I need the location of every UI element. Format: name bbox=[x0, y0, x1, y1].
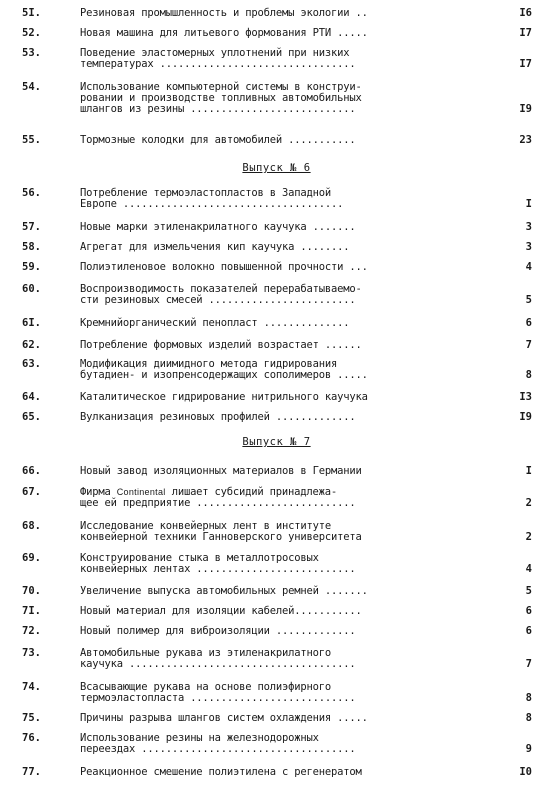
contents-entry bbox=[22, 262, 532, 273]
contents-entry bbox=[22, 188, 532, 210]
issue-heading: Выпуск № 6 bbox=[242, 162, 311, 174]
contents-entry bbox=[22, 412, 532, 423]
entry-number: 73. bbox=[22, 647, 41, 659]
entry-number: 55. bbox=[22, 134, 41, 146]
contents-entry bbox=[22, 242, 532, 253]
entry-title: Каталитическое гидрирование нитрильного каучука bbox=[80, 391, 368, 403]
contents-entry bbox=[22, 8, 532, 19]
entry-number: 67. bbox=[22, 486, 41, 498]
entry-page: 4 bbox=[525, 563, 532, 575]
contents-entry bbox=[22, 466, 532, 477]
entry-number: 60. bbox=[22, 283, 41, 295]
entry-number: 69. bbox=[22, 552, 41, 564]
entry-page: 7 bbox=[525, 658, 532, 670]
entry-number: 65. bbox=[22, 411, 41, 423]
entry-page: 2 bbox=[525, 497, 532, 509]
entry-title: Новая машина для литьевого формования РТИ ..... bbox=[80, 27, 368, 39]
entry-number: 77. bbox=[22, 766, 41, 778]
entry-title: Фирма Continental лишает субсидий принадлежа- щее ей предприятие .......................... bbox=[80, 486, 356, 509]
entry-number: 58. bbox=[22, 241, 41, 253]
entry-number: 62. bbox=[22, 339, 41, 351]
entry-title: Резиновая промышленность и проблемы экологии .. bbox=[80, 7, 368, 19]
entry-number: 57. bbox=[22, 221, 41, 233]
contents-entry bbox=[22, 28, 532, 39]
entry-number: 53. bbox=[22, 47, 41, 59]
contents-entry bbox=[22, 521, 532, 543]
entry-number: 74. bbox=[22, 681, 41, 693]
entry-page: 6 bbox=[525, 625, 532, 637]
contents-entry bbox=[22, 284, 532, 306]
contents-entry bbox=[22, 553, 532, 575]
entry-page: 6 bbox=[525, 605, 532, 617]
entry-title: Новый материал для изоляции кабелей........... bbox=[80, 605, 362, 617]
contents-entry bbox=[22, 626, 532, 637]
contents-entry bbox=[22, 487, 532, 509]
contents-entry bbox=[22, 682, 532, 704]
entry-page: 8 bbox=[525, 712, 532, 724]
entry-number: 68. bbox=[22, 520, 41, 532]
entry-page: I3 bbox=[519, 391, 532, 403]
entry-page: 8 bbox=[525, 692, 532, 704]
entry-page: I bbox=[525, 198, 532, 210]
entry-number: 52. bbox=[22, 27, 41, 39]
issue-heading: Выпуск № 7 bbox=[242, 436, 311, 448]
entry-title: Новые марки этиленакрилатного каучука ....... bbox=[80, 221, 356, 233]
entry-title: Новый завод изоляционных материалов в Германии bbox=[80, 465, 362, 477]
entry-number: 63. bbox=[22, 358, 41, 370]
entry-page: I bbox=[525, 465, 532, 477]
entry-title: Модификация диимидного метода гидрирования бутадиен- и изопренсодержащих сополимеров ..... bbox=[80, 358, 368, 381]
entry-page: 5 bbox=[525, 294, 532, 306]
entry-page: 3 bbox=[525, 241, 532, 253]
entry-number: 5I. bbox=[22, 7, 41, 19]
entry-number: 76. bbox=[22, 732, 41, 744]
entry-title: Агрегат для измельчения кип каучука ........ bbox=[80, 241, 350, 253]
contents-entry bbox=[22, 135, 532, 146]
entry-title: Воспроизводимость показателей перерабатываемо- сти резиновых смесей ........................ bbox=[80, 283, 362, 306]
contents-entry bbox=[22, 340, 532, 351]
entry-number: 54. bbox=[22, 81, 41, 93]
entry-number: 72. bbox=[22, 625, 41, 637]
entry-number: 70. bbox=[22, 585, 41, 597]
entry-page: I9 bbox=[519, 103, 532, 115]
entry-title: Использование резины на железнодорожных переездах ................................... bbox=[80, 732, 356, 755]
entry-page: I6 bbox=[519, 7, 532, 19]
entry-title: Потребление термоэластопластов в Западной Европе .................................... bbox=[80, 187, 344, 210]
brand-name: Continental bbox=[116, 487, 166, 497]
entry-title: Вулканизация резиновых профилей ............. bbox=[80, 411, 356, 423]
entry-number: 75. bbox=[22, 712, 41, 724]
entry-page: 4 bbox=[525, 261, 532, 273]
entry-title: Автомобильные рукава из этиленакрилатного каучука ..................................... bbox=[80, 647, 356, 670]
entry-page: 9 bbox=[525, 743, 532, 755]
entry-page: 2 bbox=[525, 531, 532, 543]
entry-title: Кремнийорганический пенопласт .............. bbox=[80, 317, 350, 329]
entry-number: 7I. bbox=[22, 605, 41, 617]
entry-number: 66. bbox=[22, 465, 41, 477]
entry-title: Конструирование стыка в металлотросовых конвейерных лентах .......................... bbox=[80, 552, 356, 575]
entry-page: 5 bbox=[525, 585, 532, 597]
contents-entry bbox=[22, 767, 532, 778]
entry-title: Полиэтиленовое волокно повышенной прочности ... bbox=[80, 261, 368, 273]
entry-title: Увеличение выпуска автомобильных ремней ....... bbox=[80, 585, 368, 597]
entry-page: 3 bbox=[525, 221, 532, 233]
contents-entry bbox=[22, 586, 532, 597]
entry-title: Тормозные колодки для автомобилей ........... bbox=[80, 134, 356, 146]
entry-page: 6 bbox=[525, 317, 532, 329]
contents-entry bbox=[22, 318, 532, 329]
entry-number: 6I. bbox=[22, 317, 41, 329]
contents-entry bbox=[22, 648, 532, 670]
contents-entry bbox=[22, 733, 532, 755]
contents-entry bbox=[22, 606, 532, 617]
entry-page: 8 bbox=[525, 369, 532, 381]
contents-entry bbox=[22, 359, 532, 381]
contents-entry bbox=[22, 392, 532, 403]
entry-number: 56. bbox=[22, 187, 41, 199]
entry-title: Потребление формовых изделий возрастает ...... bbox=[80, 339, 362, 351]
entry-title: Всасывающие рукава на основе полиэфирного термоэластопласта ........................... bbox=[80, 681, 356, 704]
entry-page: I0 bbox=[519, 766, 532, 778]
entry-title: Реакционное смешение полиэтилена с регенератом bbox=[80, 766, 362, 778]
contents-entry bbox=[22, 222, 532, 233]
contents-entry bbox=[22, 48, 532, 70]
entry-page: I7 bbox=[519, 27, 532, 39]
entry-page: I7 bbox=[519, 58, 532, 70]
entry-number: 59. bbox=[22, 261, 41, 273]
entry-title: Исследование конвейерных лент в институте конвейерной техники Ганноверского университета bbox=[80, 520, 362, 543]
contents-entry bbox=[22, 713, 532, 724]
entry-title: Причины разрыва шлангов систем охлаждения ..... bbox=[80, 712, 368, 724]
entry-page: 7 bbox=[525, 339, 532, 351]
entry-number: 64. bbox=[22, 391, 41, 403]
entry-title: Использование компьютерной системы в конструи- ровании и производстве топливных автомобильных шлангов из резины ........................... bbox=[80, 81, 362, 115]
contents-entry bbox=[22, 82, 532, 115]
entry-title: Поведение эластомерных уплотнений при низких температурах ................................ bbox=[80, 47, 356, 70]
entry-page: 23 bbox=[519, 134, 532, 146]
entry-page: I9 bbox=[519, 411, 532, 423]
entry-title: Новый полимер для виброизоляции ............. bbox=[80, 625, 356, 637]
